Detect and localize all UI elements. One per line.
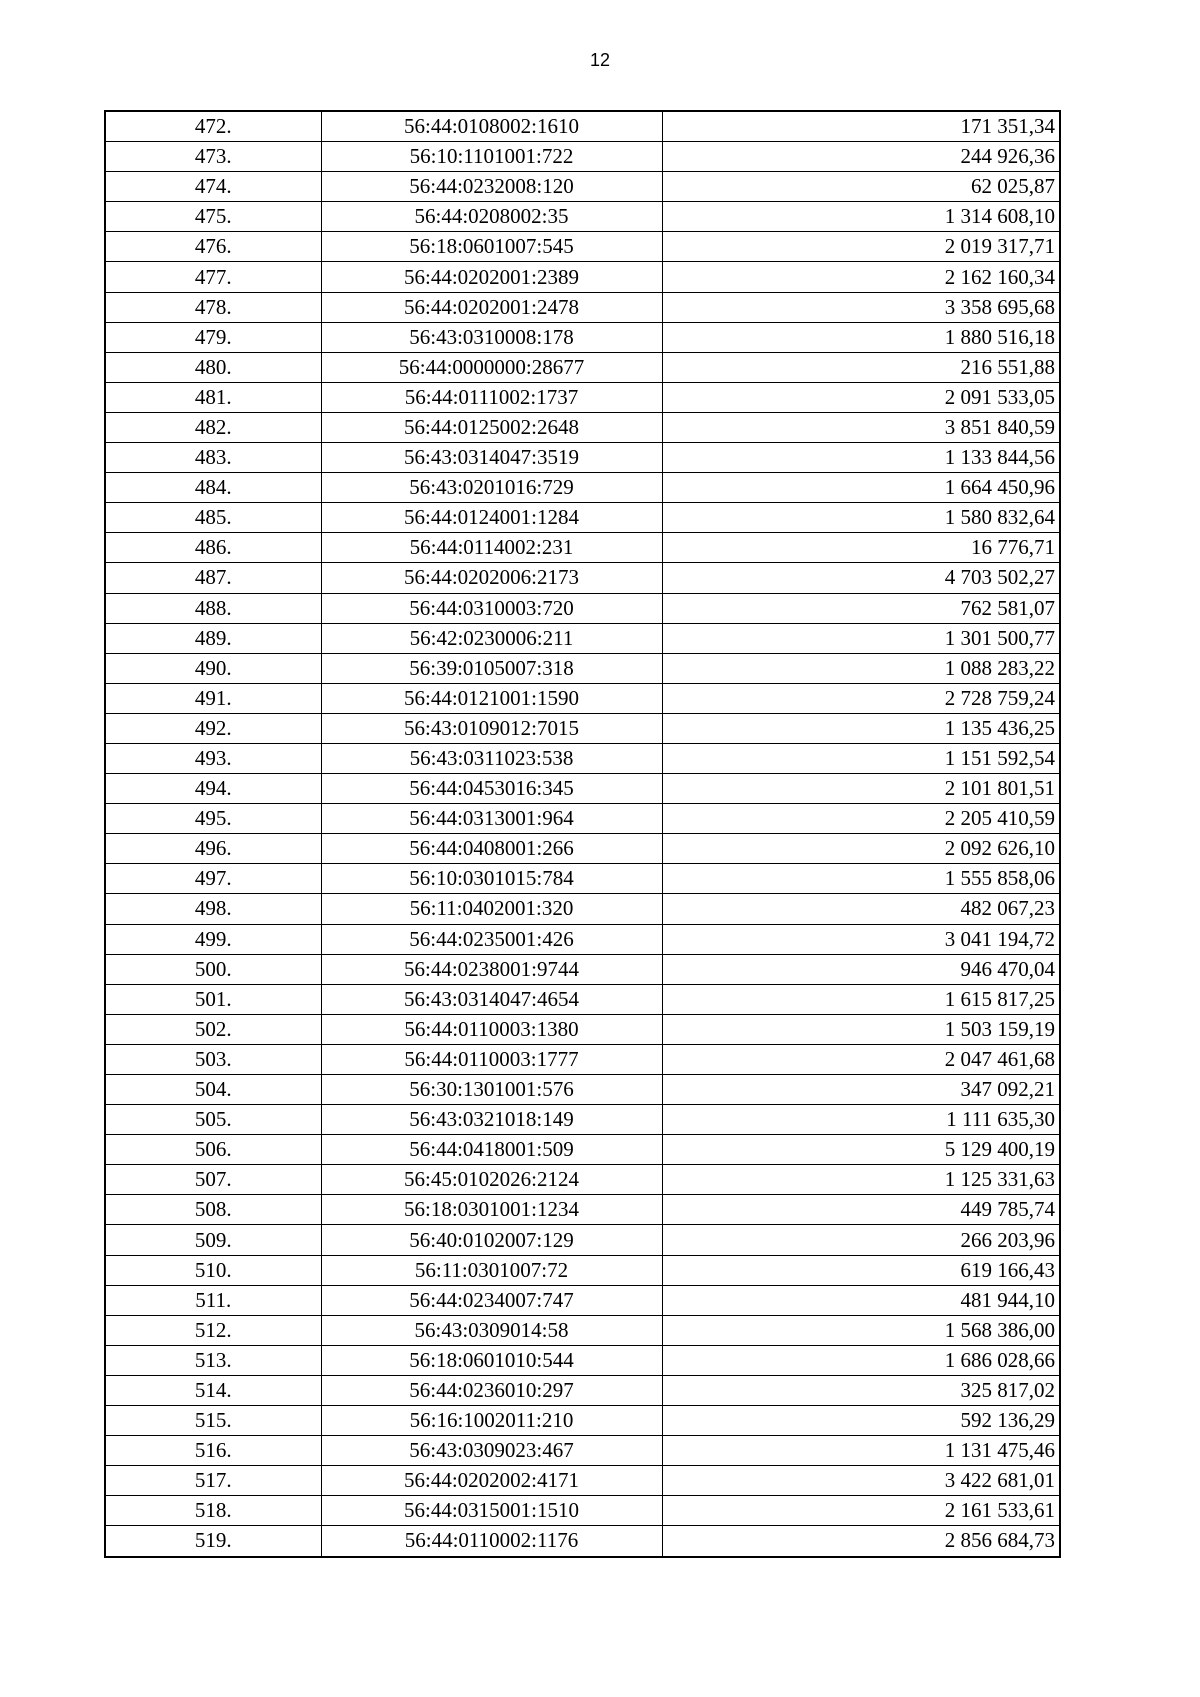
row-number-cell: 508. <box>105 1195 321 1225</box>
row-number-cell: 516. <box>105 1436 321 1466</box>
cadastral-number-cell: 56:44:0232008:120 <box>321 172 662 202</box>
table-row <box>105 473 1060 503</box>
row-number-cell: 509. <box>105 1225 321 1255</box>
cadastral-number-cell: 56:44:0235001:426 <box>321 924 662 954</box>
table-row <box>105 1315 1060 1345</box>
table-row <box>105 623 1060 653</box>
value-cell: 2 205 410,59 <box>662 804 1060 834</box>
value-cell: 5 129 400,19 <box>662 1135 1060 1165</box>
value-cell: 1 664 450,96 <box>662 473 1060 503</box>
value-cell: 3 358 695,68 <box>662 292 1060 322</box>
value-cell: 1 686 028,66 <box>662 1345 1060 1375</box>
row-number-cell: 481. <box>105 382 321 412</box>
cadastral-number-cell: 56:44:0114002:231 <box>321 533 662 563</box>
value-cell: 946 470,04 <box>662 954 1060 984</box>
row-number-cell: 476. <box>105 232 321 262</box>
value-cell: 2 019 317,71 <box>662 232 1060 262</box>
row-number-cell: 518. <box>105 1496 321 1526</box>
table-row <box>105 563 1060 593</box>
value-cell: 1 580 832,64 <box>662 503 1060 533</box>
value-cell: 449 785,74 <box>662 1195 1060 1225</box>
row-number-cell: 496. <box>105 834 321 864</box>
value-cell: 762 581,07 <box>662 593 1060 623</box>
value-cell: 4 703 502,27 <box>662 563 1060 593</box>
value-cell: 1 615 817,25 <box>662 984 1060 1014</box>
cadastral-number-cell: 56:40:0102007:129 <box>321 1225 662 1255</box>
cadastral-number-cell: 56:44:0208002:35 <box>321 202 662 232</box>
row-number-cell: 498. <box>105 894 321 924</box>
cadastral-number-cell: 56:43:0311023:538 <box>321 743 662 773</box>
value-cell: 244 926,36 <box>662 142 1060 172</box>
row-number-cell: 486. <box>105 533 321 563</box>
value-cell: 482 067,23 <box>662 894 1060 924</box>
cadastral-number-cell: 56:39:0105007:318 <box>321 653 662 683</box>
table-row <box>105 1135 1060 1165</box>
row-number-cell: 517. <box>105 1466 321 1496</box>
value-cell: 1 131 475,46 <box>662 1436 1060 1466</box>
table-body <box>105 111 1060 1557</box>
page-number: 12 <box>589 50 611 70</box>
value-cell: 481 944,10 <box>662 1285 1060 1315</box>
table-row <box>105 1526 1060 1557</box>
row-number-cell: 502. <box>105 1014 321 1044</box>
table-row <box>105 1225 1060 1255</box>
value-cell: 3 851 840,59 <box>662 412 1060 442</box>
value-cell: 1 301 500,77 <box>662 623 1060 653</box>
cadastral-number-cell: 56:44:0202002:4171 <box>321 1466 662 1496</box>
row-number-cell: 504. <box>105 1075 321 1105</box>
value-cell: 592 136,29 <box>662 1406 1060 1436</box>
row-number-cell: 507. <box>105 1165 321 1195</box>
value-cell: 171 351,34 <box>662 111 1060 142</box>
table-row <box>105 834 1060 864</box>
table-row <box>105 232 1060 262</box>
row-number-cell: 506. <box>105 1135 321 1165</box>
value-cell: 2 728 759,24 <box>662 683 1060 713</box>
table-row <box>105 1436 1060 1466</box>
value-cell: 2 092 626,10 <box>662 834 1060 864</box>
value-cell: 2 047 461,68 <box>662 1044 1060 1074</box>
cadastral-number-cell: 56:44:0110003:1777 <box>321 1044 662 1074</box>
cadastral-number-cell: 56:44:0408001:266 <box>321 834 662 864</box>
cadastral-number-cell: 56:44:0110003:1380 <box>321 1014 662 1044</box>
row-number-cell: 512. <box>105 1315 321 1345</box>
table-row <box>105 804 1060 834</box>
row-number-cell: 477. <box>105 262 321 292</box>
cadastral-number-cell: 56:44:0125002:2648 <box>321 412 662 442</box>
table-row <box>105 1195 1060 1225</box>
row-number-cell: 475. <box>105 202 321 232</box>
cadastral-number-cell: 56:44:0124001:1284 <box>321 503 662 533</box>
row-number-cell: 491. <box>105 683 321 713</box>
cadastral-number-cell: 56:43:0201016:729 <box>321 473 662 503</box>
row-number-cell: 483. <box>105 443 321 473</box>
table-row <box>105 1044 1060 1074</box>
table-row <box>105 1285 1060 1315</box>
table-row <box>105 172 1060 202</box>
cadastral-number-cell: 56:43:0310008:178 <box>321 322 662 352</box>
cadastral-number-cell: 56:44:0315001:1510 <box>321 1496 662 1526</box>
table-row <box>105 954 1060 984</box>
table-row <box>105 292 1060 322</box>
row-number-cell: 487. <box>105 563 321 593</box>
value-cell: 1 088 283,22 <box>662 653 1060 683</box>
cadastral-number-cell: 56:43:0314047:3519 <box>321 443 662 473</box>
cadastral-number-cell: 56:44:0202001:2389 <box>321 262 662 292</box>
cadastral-number-cell: 56:43:0109012:7015 <box>321 713 662 743</box>
cadastral-number-cell: 56:18:0601010:544 <box>321 1345 662 1375</box>
cadastral-number-cell: 56:44:0121001:1590 <box>321 683 662 713</box>
value-cell: 2 856 684,73 <box>662 1526 1060 1557</box>
table-row <box>105 1345 1060 1375</box>
table-row <box>105 864 1060 894</box>
cadastral-number-cell: 56:44:0238001:9744 <box>321 954 662 984</box>
table-row <box>105 593 1060 623</box>
value-cell: 2 161 533,61 <box>662 1496 1060 1526</box>
cadastral-number-cell: 56:16:1002011:210 <box>321 1406 662 1436</box>
value-cell: 1 135 436,25 <box>662 713 1060 743</box>
table-row <box>105 653 1060 683</box>
row-number-cell: 519. <box>105 1526 321 1557</box>
table-row <box>105 683 1060 713</box>
table-row <box>105 1014 1060 1044</box>
cadastral-number-cell: 56:44:0202006:2173 <box>321 563 662 593</box>
cadastral-number-cell: 56:44:0236010:297 <box>321 1375 662 1405</box>
row-number-cell: 493. <box>105 743 321 773</box>
table-row <box>105 713 1060 743</box>
cadastral-number-cell: 56:18:0601007:545 <box>321 232 662 262</box>
row-number-cell: 495. <box>105 804 321 834</box>
row-number-cell: 489. <box>105 623 321 653</box>
row-number-cell: 473. <box>105 142 321 172</box>
table-row <box>105 202 1060 232</box>
table-row <box>105 1105 1060 1135</box>
value-cell: 3 041 194,72 <box>662 924 1060 954</box>
row-number-cell: 488. <box>105 593 321 623</box>
row-number-cell: 510. <box>105 1255 321 1285</box>
value-cell: 1 568 386,00 <box>662 1315 1060 1345</box>
row-number-cell: 484. <box>105 473 321 503</box>
row-number-cell: 480. <box>105 352 321 382</box>
value-cell: 619 166,43 <box>662 1255 1060 1285</box>
value-cell: 2 091 533,05 <box>662 382 1060 412</box>
table-row <box>105 984 1060 1014</box>
value-cell: 62 025,87 <box>662 172 1060 202</box>
table-row <box>105 352 1060 382</box>
cadastral-number-cell: 56:44:0108002:1610 <box>321 111 662 142</box>
value-cell: 1 111 635,30 <box>662 1105 1060 1135</box>
cadastral-number-cell: 56:44:0418001:509 <box>321 1135 662 1165</box>
value-cell: 325 817,02 <box>662 1375 1060 1405</box>
value-cell: 2 162 160,34 <box>662 262 1060 292</box>
value-cell: 1 555 858,06 <box>662 864 1060 894</box>
cadastral-number-cell: 56:43:0321018:149 <box>321 1105 662 1135</box>
cadastral-number-cell: 56:11:0301007:72 <box>321 1255 662 1285</box>
row-number-cell: 505. <box>105 1105 321 1135</box>
value-cell: 216 551,88 <box>662 352 1060 382</box>
row-number-cell: 482. <box>105 412 321 442</box>
cadastral-number-cell: 56:44:0310003:720 <box>321 593 662 623</box>
table-row <box>105 894 1060 924</box>
cadastral-number-cell: 56:44:0234007:747 <box>321 1285 662 1315</box>
value-cell: 1 880 516,18 <box>662 322 1060 352</box>
cadastral-number-cell: 56:42:0230006:211 <box>321 623 662 653</box>
table-row <box>105 262 1060 292</box>
value-cell: 16 776,71 <box>662 533 1060 563</box>
table-row <box>105 1406 1060 1436</box>
value-cell: 266 203,96 <box>662 1225 1060 1255</box>
cadastral-number-cell: 56:30:1301001:576 <box>321 1075 662 1105</box>
cadastral-number-cell: 56:43:0309014:58 <box>321 1315 662 1345</box>
row-number-cell: 474. <box>105 172 321 202</box>
value-cell: 1 503 159,19 <box>662 1014 1060 1044</box>
table-row <box>105 1375 1060 1405</box>
cadastral-number-cell: 56:45:0102026:2124 <box>321 1165 662 1195</box>
row-number-cell: 497. <box>105 864 321 894</box>
row-number-cell: 511. <box>105 1285 321 1315</box>
cadastral-number-cell: 56:44:0202001:2478 <box>321 292 662 322</box>
row-number-cell: 494. <box>105 774 321 804</box>
table-row <box>105 1165 1060 1195</box>
table-row <box>105 743 1060 773</box>
row-number-cell: 479. <box>105 322 321 352</box>
row-number-cell: 485. <box>105 503 321 533</box>
table-row <box>105 924 1060 954</box>
row-number-cell: 500. <box>105 954 321 984</box>
value-cell: 1 151 592,54 <box>662 743 1060 773</box>
cadastral-number-cell: 56:10:1101001:722 <box>321 142 662 172</box>
table-row <box>105 774 1060 804</box>
cadastral-number-cell: 56:44:0000000:28677 <box>321 352 662 382</box>
row-number-cell: 499. <box>105 924 321 954</box>
table-row <box>105 503 1060 533</box>
cadastral-number-cell: 56:44:0313001:964 <box>321 804 662 834</box>
cadastral-number-cell: 56:18:0301001:1234 <box>321 1195 662 1225</box>
row-number-cell: 501. <box>105 984 321 1014</box>
cadastral-number-cell: 56:11:0402001:320 <box>321 894 662 924</box>
table-row <box>105 1496 1060 1526</box>
table-row <box>105 322 1060 352</box>
table-row <box>105 1255 1060 1285</box>
table-row <box>105 412 1060 442</box>
row-number-cell: 514. <box>105 1375 321 1405</box>
value-cell: 1 314 608,10 <box>662 202 1060 232</box>
cadastral-number-cell: 56:43:0309023:467 <box>321 1436 662 1466</box>
table-row <box>105 1466 1060 1496</box>
table-row <box>105 111 1060 142</box>
data-table <box>104 110 1061 1558</box>
row-number-cell: 513. <box>105 1345 321 1375</box>
table-row <box>105 1075 1060 1105</box>
cadastral-number-cell: 56:10:0301015:784 <box>321 864 662 894</box>
cadastral-number-cell: 56:43:0314047:4654 <box>321 984 662 1014</box>
table-row <box>105 443 1060 473</box>
value-cell: 347 092,21 <box>662 1075 1060 1105</box>
table-row <box>105 142 1060 172</box>
row-number-cell: 472. <box>105 111 321 142</box>
value-cell: 1 133 844,56 <box>662 443 1060 473</box>
cadastral-number-cell: 56:44:0110002:1176 <box>321 1526 662 1557</box>
cadastral-number-cell: 56:44:0453016:345 <box>321 774 662 804</box>
value-cell: 3 422 681,01 <box>662 1466 1060 1496</box>
row-number-cell: 515. <box>105 1406 321 1436</box>
row-number-cell: 478. <box>105 292 321 322</box>
value-cell: 1 125 331,63 <box>662 1165 1060 1195</box>
row-number-cell: 490. <box>105 653 321 683</box>
table-row <box>105 533 1060 563</box>
row-number-cell: 492. <box>105 713 321 743</box>
table-row <box>105 382 1060 412</box>
cadastral-number-cell: 56:44:0111002:1737 <box>321 382 662 412</box>
row-number-cell: 503. <box>105 1044 321 1074</box>
value-cell: 2 101 801,51 <box>662 774 1060 804</box>
